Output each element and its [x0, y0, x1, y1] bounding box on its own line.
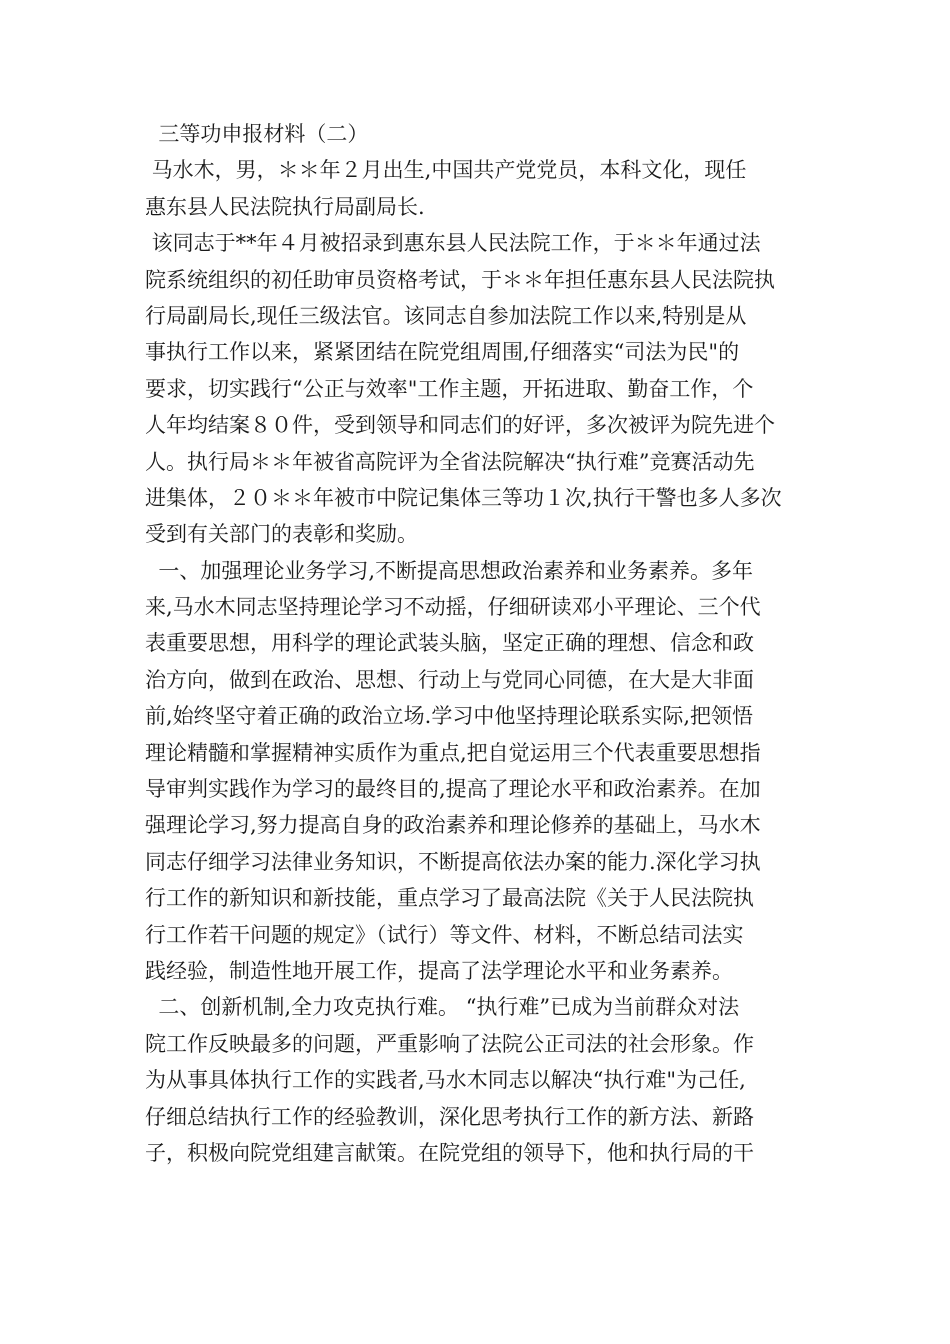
- section-heading-line: 一、加强理论业务学习,不断提高思想政治素养和业务素养。多年: [145, 558, 754, 583]
- text-line: 马水木，男，＊＊年２月出生,中国共产党党员，本科文化，现任: [145, 158, 747, 183]
- text-line: 院工作反映最多的问题，严重影响了法院公正司法的社会形象。作: [145, 1031, 754, 1056]
- text-line: 子，积极向院党组建言献策。在院党组的领导下，他和执行局的干: [145, 1140, 754, 1165]
- text-line: 人年均结案８０件，受到领导和同志们的好评，多次被评为院先进个: [145, 413, 775, 438]
- text-line: 院系统组织的初任助审员资格考试，于＊＊年担任惠东县人民法院执: [145, 267, 775, 292]
- text-line: 惠东县人民法院执行局副局长.: [145, 194, 425, 219]
- text-line: 事执行工作以来，紧紧团结在院党组周围,仔细落实“司法为民"的: [145, 340, 740, 365]
- text-line: 进集体，２０＊＊年被市中院记集体三等功１次,执行干警也多人多次: [145, 485, 782, 510]
- text-line: 治方向，做到在政治、思想、行动上与党同心同德，在大是大非面: [145, 667, 754, 692]
- text-line: 表重要思想，用科学的理论武装头脑，坚定正确的理想、信念和政: [145, 631, 754, 656]
- section-heading-line: 二、创新机制,全力攻克执行难。 “执行难”已成为当前群众对法: [145, 995, 740, 1020]
- document-body: [145, 116, 810, 1171]
- text-line: 行工作若干问题的规定》（试行）等文件、材料，不断总结司法实: [145, 922, 744, 947]
- text-line: 来,马水木同志坚持理论学习不动摇，仔细研读邓小平理论、三个代: [145, 595, 761, 620]
- text-line: 理论精髓和掌握精神实质作为重点,把自觉运用三个代表重要思想指: [145, 740, 761, 765]
- text-line: 为从事具体执行工作的实践者,马水木同志以解决“执行难"为己任,: [145, 1068, 746, 1093]
- text-line: 仔细总结执行工作的经验教训，深化思考执行工作的新方法、新路: [145, 1104, 754, 1129]
- text-line: 践经验，制造性地开展工作，提高了法学理论水平和业务素养。: [145, 958, 733, 983]
- document-title: 三等功申报材料（二）: [145, 122, 369, 146]
- text-line: 行局副局长,现任三级法官。该同志自参加法院工作以来,特别是从: [145, 303, 747, 328]
- text-line: 前,始终坚守着正确的政治立场.学习中他坚持理论联系实际,把领悟: [145, 704, 754, 729]
- text-line: 同志仔细学习法律业务知识，不断提高依法办案的能力.深化学习执: [145, 849, 761, 874]
- text-line: 强理论学习,努力提高自身的政治素养和理论修养的基础上，马水木: [145, 813, 761, 838]
- text-line: 人。执行局＊＊年被省高院评为全省法院解决“执行难”竞赛活动先: [145, 449, 755, 474]
- text-line: 要求，切实践行“公正与效率"工作主题，开拓进取、勤奋工作，个: [145, 376, 754, 401]
- text-line: 受到有关部门的表彰和奖励。: [145, 522, 418, 547]
- text-line: 行工作的新知识和新技能，重点学习了最高法院《关于人民法院执: [145, 886, 754, 911]
- text-line: 导审判实践作为学习的最终目的,提高了理论水平和政治素养。在加: [145, 777, 761, 802]
- text-line: 该同志于**年４月被招录到惠东县人民法院工作，于＊＊年通过法: [145, 231, 761, 256]
